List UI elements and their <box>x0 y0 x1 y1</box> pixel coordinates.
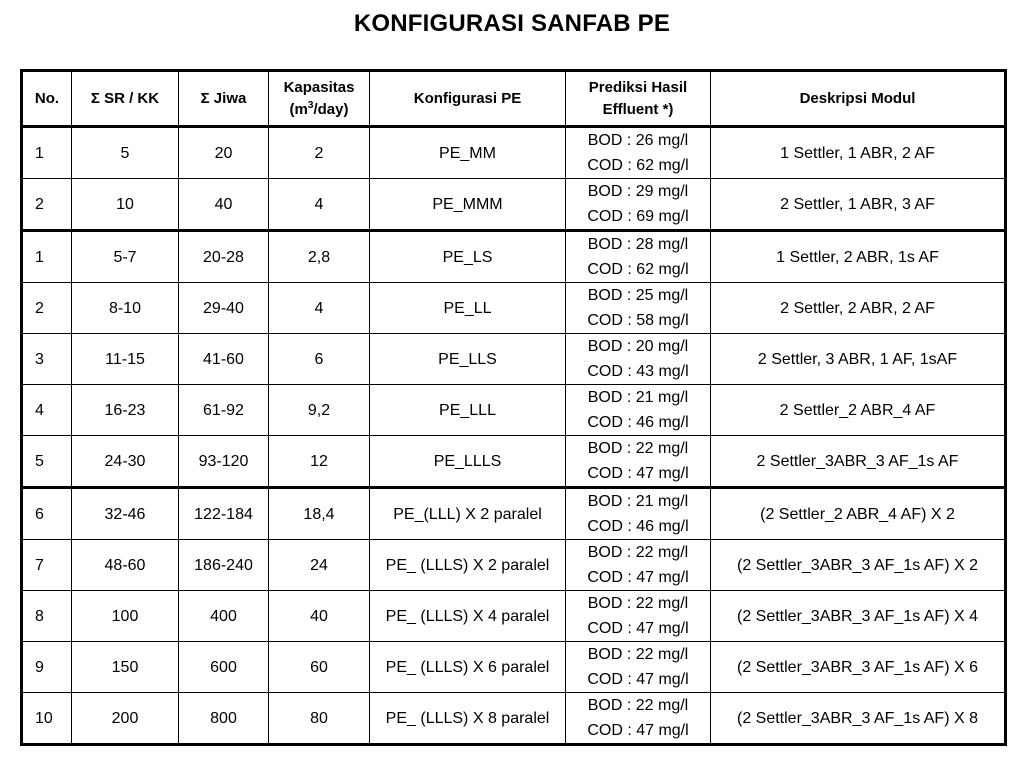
cell-prediksi <box>566 127 711 179</box>
cell-prediksi <box>566 693 711 745</box>
header-kapasitas-unit-m: (m <box>289 100 308 118</box>
effluent-cod: COD : 46 mg/l <box>587 518 689 535</box>
effluent-bod: BOD : 25 mg/l <box>587 287 689 304</box>
cell-kapasitas: 40 <box>269 591 370 642</box>
cell-sr-kk: 5 <box>72 127 179 179</box>
header-no: No. <box>22 71 72 127</box>
cell-prediksi <box>566 488 711 540</box>
cell-prediksi <box>566 179 711 231</box>
effluent-cod: COD : 62 mg/l <box>587 157 689 174</box>
cell-prediksi <box>566 283 711 334</box>
cell-jiwa: 29-40 <box>179 283 269 334</box>
cell-jiwa: 41-60 <box>179 334 269 385</box>
effluent-bod: BOD : 28 mg/l <box>587 236 689 253</box>
effluent-bod: BOD : 22 mg/l <box>587 646 689 663</box>
cell-deskripsi: (2 Settler_3ABR_3 AF_1s AF) X 8 <box>711 693 1006 745</box>
cell-deskripsi: 2 Settler_3ABR_3 AF_1s AF <box>711 436 1006 488</box>
cell-kapasitas: 4 <box>269 179 370 231</box>
effluent-bod: BOD : 21 mg/l <box>587 493 689 510</box>
cell-no: 10 <box>22 693 72 745</box>
configuration-table <box>20 69 1007 746</box>
cell-no: 7 <box>22 540 72 591</box>
cell-deskripsi: 1 Settler, 2 ABR, 1s AF <box>711 231 1006 283</box>
cell-no: 1 <box>22 127 72 179</box>
cell-sr-kk: 150 <box>72 642 179 693</box>
cell-jiwa: 122-184 <box>179 488 269 540</box>
cell-kapasitas: 2 <box>269 127 370 179</box>
cell-konfigurasi: PE_MM <box>370 127 566 179</box>
cell-jiwa: 186-240 <box>179 540 269 591</box>
effluent-bod: BOD : 29 mg/l <box>587 183 689 200</box>
effluent-bod: BOD : 22 mg/l <box>587 697 689 714</box>
effluent-bod: BOD : 21 mg/l <box>587 389 689 406</box>
cell-kapasitas: 80 <box>269 693 370 745</box>
cell-no: 5 <box>22 436 72 488</box>
effluent-bod: BOD : 22 mg/l <box>587 440 689 457</box>
header-konfigurasi: Konfigurasi PE <box>370 71 566 127</box>
cell-konfigurasi: PE_LLLS <box>370 436 566 488</box>
table-row <box>22 179 1006 231</box>
cell-sr-kk: 100 <box>72 591 179 642</box>
cell-deskripsi: 2 Settler, 1 ABR, 3 AF <box>711 179 1006 231</box>
effluent-cod: COD : 62 mg/l <box>587 261 689 278</box>
cell-jiwa: 400 <box>179 591 269 642</box>
cell-prediksi <box>566 334 711 385</box>
table-row <box>22 642 1006 693</box>
cell-prediksi <box>566 591 711 642</box>
effluent-cod: COD : 47 mg/l <box>587 569 689 586</box>
cell-kapasitas: 60 <box>269 642 370 693</box>
cell-prediksi <box>566 540 711 591</box>
cell-kapasitas: 6 <box>269 334 370 385</box>
table-row <box>22 283 1006 334</box>
cell-no: 9 <box>22 642 72 693</box>
cell-jiwa: 600 <box>179 642 269 693</box>
effluent-cod: COD : 58 mg/l <box>587 312 689 329</box>
cell-jiwa: 800 <box>179 693 269 745</box>
cell-kapasitas: 12 <box>269 436 370 488</box>
cell-jiwa: 93-120 <box>179 436 269 488</box>
cell-deskripsi: (2 Settler_3ABR_3 AF_1s AF) X 6 <box>711 642 1006 693</box>
cell-konfigurasi: PE_ (LLLS) X 2 paralel <box>370 540 566 591</box>
table-row <box>22 127 1006 179</box>
cell-deskripsi: 2 Settler_2 ABR_4 AF <box>711 385 1006 436</box>
configuration-table-wrapper <box>20 69 1007 746</box>
effluent-bod: BOD : 26 mg/l <box>587 132 689 149</box>
cell-jiwa: 20 <box>179 127 269 179</box>
effluent-cod: COD : 69 mg/l <box>587 208 689 225</box>
cell-kapasitas: 9,2 <box>269 385 370 436</box>
cell-sr-kk: 200 <box>72 693 179 745</box>
cell-sr-kk: 48-60 <box>72 540 179 591</box>
cell-no: 6 <box>22 488 72 540</box>
cell-sr-kk: 32-46 <box>72 488 179 540</box>
cell-kapasitas: 2,8 <box>269 231 370 283</box>
table-row <box>22 693 1006 745</box>
effluent-bod: BOD : 20 mg/l <box>587 338 689 355</box>
cell-no: 2 <box>22 179 72 231</box>
cell-sr-kk: 16-23 <box>72 385 179 436</box>
table-row <box>22 385 1006 436</box>
cell-prediksi <box>566 385 711 436</box>
header-kapasitas-unit-sup: 3 <box>307 99 314 111</box>
table-row <box>22 591 1006 642</box>
cell-no: 2 <box>22 283 72 334</box>
cell-konfigurasi: PE_LLL <box>370 385 566 436</box>
cell-sr-kk: 8-10 <box>72 283 179 334</box>
cell-konfigurasi: PE_LLS <box>370 334 566 385</box>
cell-jiwa: 20-28 <box>179 231 269 283</box>
header-kapasitas <box>269 71 370 127</box>
cell-konfigurasi: PE_LL <box>370 283 566 334</box>
cell-prediksi <box>566 231 711 283</box>
cell-konfigurasi: PE_MMM <box>370 179 566 231</box>
cell-konfigurasi: PE_ (LLLS) X 4 paralel <box>370 591 566 642</box>
table-body <box>22 127 1006 745</box>
cell-prediksi <box>566 436 711 488</box>
header-deskripsi: Deskripsi Modul <box>711 71 1006 127</box>
cell-kapasitas: 18,4 <box>269 488 370 540</box>
cell-no: 3 <box>22 334 72 385</box>
effluent-cod: COD : 47 mg/l <box>587 671 689 688</box>
header-prediksi-line2: Effluent *) <box>602 100 674 118</box>
cell-no: 8 <box>22 591 72 642</box>
header-jiwa: Σ Jiwa <box>179 71 269 127</box>
header-sr-kk: Σ SR / KK <box>72 71 179 127</box>
cell-sr-kk: 24-30 <box>72 436 179 488</box>
effluent-cod: COD : 47 mg/l <box>587 465 689 482</box>
cell-sr-kk: 11-15 <box>72 334 179 385</box>
header-kapasitas-unit <box>290 101 349 118</box>
cell-deskripsi: (2 Settler_3ABR_3 AF_1s AF) X 4 <box>711 591 1006 642</box>
table-row <box>22 488 1006 540</box>
cell-konfigurasi: PE_ (LLLS) X 6 paralel <box>370 642 566 693</box>
cell-jiwa: 61-92 <box>179 385 269 436</box>
cell-no: 1 <box>22 231 72 283</box>
effluent-cod: COD : 43 mg/l <box>587 363 689 380</box>
effluent-bod: BOD : 22 mg/l <box>587 544 689 561</box>
cell-jiwa: 40 <box>179 179 269 231</box>
cell-deskripsi: 2 Settler, 3 ABR, 1 AF, 1sAF <box>711 334 1006 385</box>
header-kapasitas-unit-end: /day) <box>313 100 349 118</box>
cell-sr-kk: 10 <box>72 179 179 231</box>
header-kapasitas-line1: Kapasitas <box>283 78 355 96</box>
cell-kapasitas: 4 <box>269 283 370 334</box>
cell-deskripsi: 2 Settler, 2 ABR, 2 AF <box>711 283 1006 334</box>
cell-konfigurasi: PE_LS <box>370 231 566 283</box>
cell-kapasitas: 24 <box>269 540 370 591</box>
cell-no: 4 <box>22 385 72 436</box>
table-row <box>22 334 1006 385</box>
page-title: KONFIGURASI SANFAB PE <box>353 10 671 37</box>
effluent-bod: BOD : 22 mg/l <box>587 595 689 612</box>
table-row <box>22 540 1006 591</box>
header-prediksi-line1: Prediksi Hasil <box>588 78 688 96</box>
effluent-cod: COD : 47 mg/l <box>587 620 689 637</box>
cell-konfigurasi: PE_ (LLLS) X 8 paralel <box>370 693 566 745</box>
effluent-cod: COD : 47 mg/l <box>587 722 689 739</box>
effluent-cod: COD : 46 mg/l <box>587 414 689 431</box>
cell-deskripsi: (2 Settler_3ABR_3 AF_1s AF) X 2 <box>711 540 1006 591</box>
cell-deskripsi: 1 Settler, 1 ABR, 2 AF <box>711 127 1006 179</box>
cell-deskripsi: (2 Settler_2 ABR_4 AF) X 2 <box>711 488 1006 540</box>
cell-konfigurasi: PE_(LLL) X 2 paralel <box>370 488 566 540</box>
table-header-row <box>22 71 1006 127</box>
cell-sr-kk: 5-7 <box>72 231 179 283</box>
table-row <box>22 231 1006 283</box>
table-row <box>22 436 1006 488</box>
cell-prediksi <box>566 642 711 693</box>
header-prediksi <box>566 71 711 127</box>
